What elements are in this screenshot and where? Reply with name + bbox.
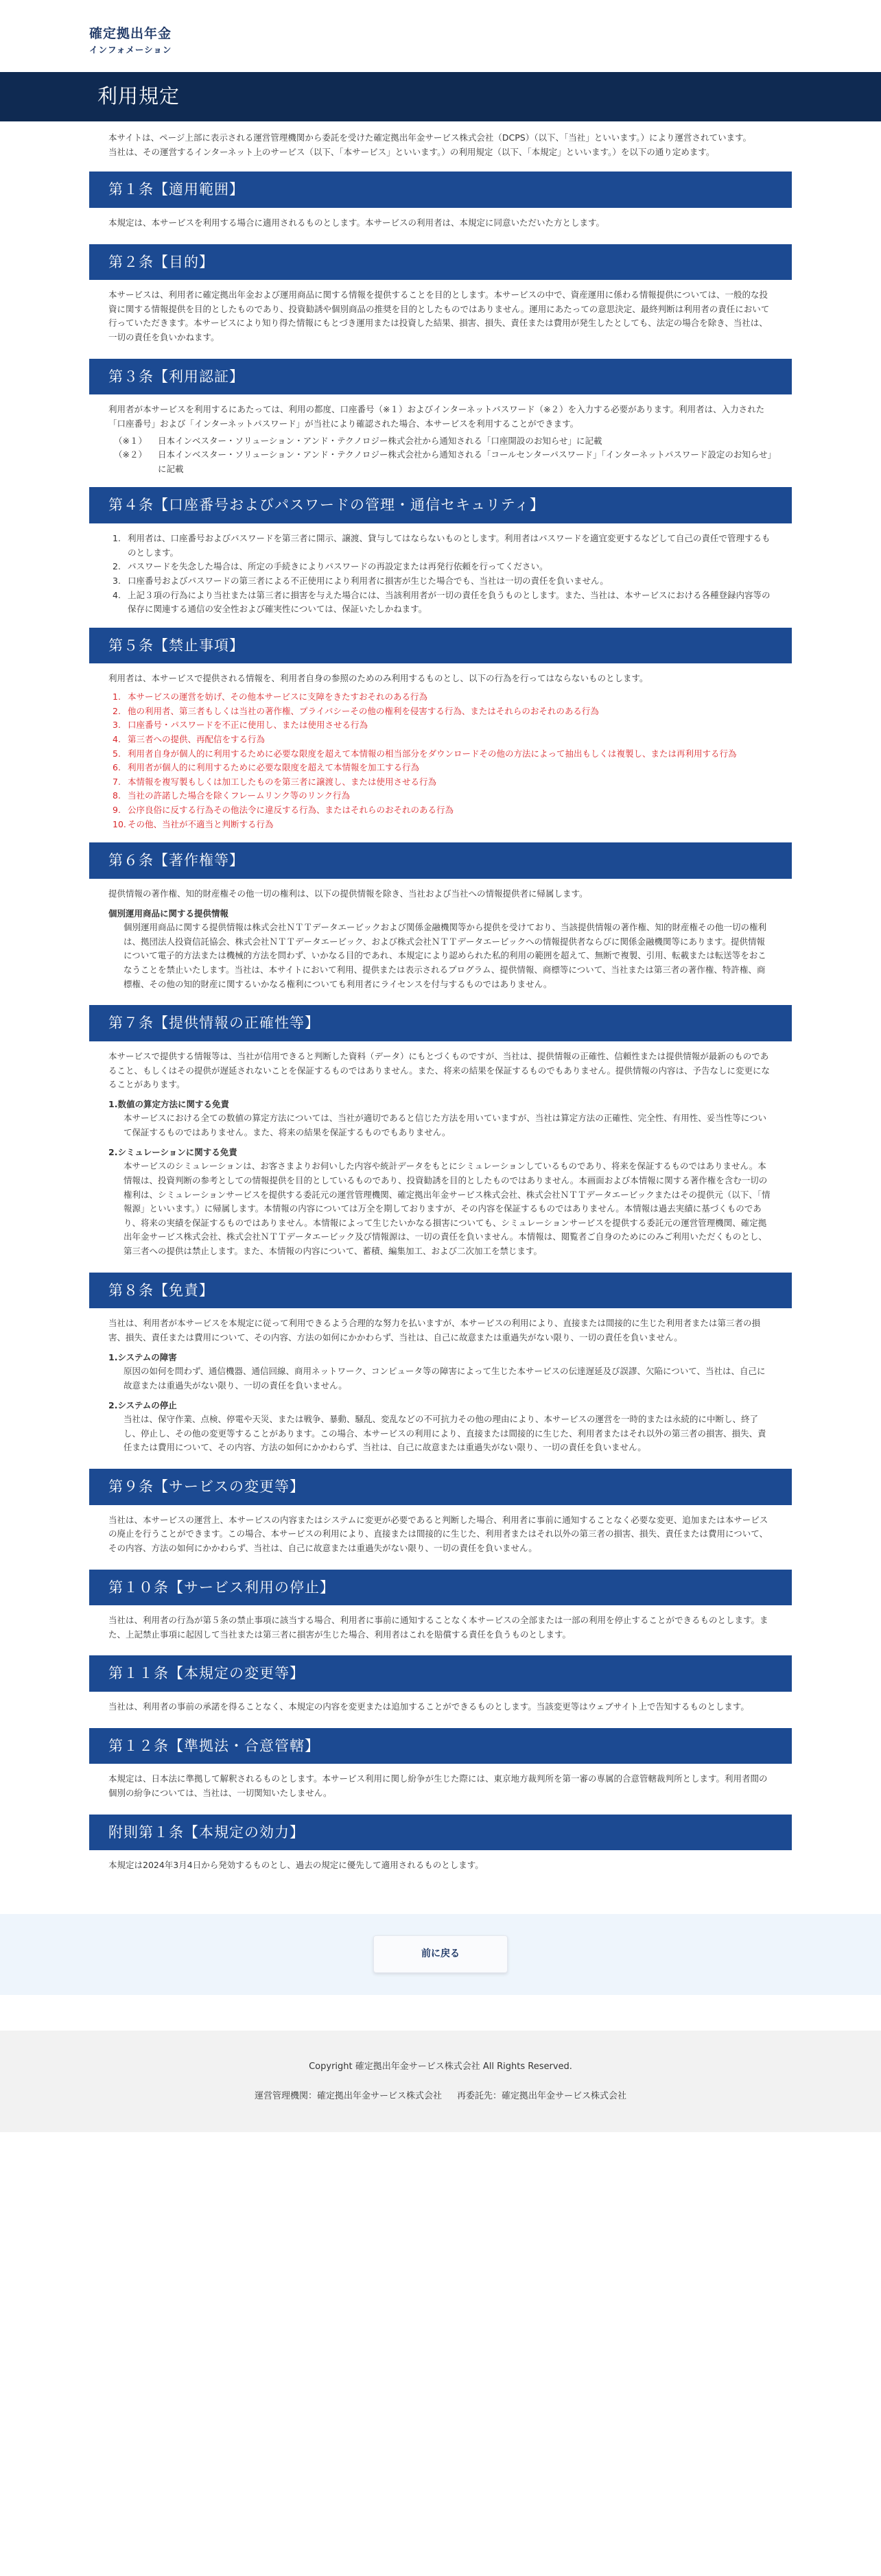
- article-paragraph: 利用者が本サービスを利用するにあたっては、利用の都度、口座番号（※１）およびインターネットパスワード（※２）を入力する必要があります。利用者は、入力された「口座番号」および「インターネットパスワード」が当社により確認された場合、本サービスを利用することができます。: [108, 404, 765, 429]
- article-heading: 第４条【口座番号およびパスワードの管理・通信セキュリティ】: [89, 487, 792, 523]
- article-heading: 第８条【免責】: [89, 1273, 792, 1309]
- footnote-mark: （※２）: [114, 449, 147, 460]
- item-number: 3.: [113, 720, 121, 731]
- footnote-text: 日本インベスター・ソリューション・アンド・テクノロジー株式会社から通知される「口座開設のお知らせ」に記載: [158, 435, 602, 446]
- logo-title[interactable]: 確定拠出年金: [89, 26, 172, 41]
- item-text: 口座番号およびパスワードの第三者による不正使用により利用者に損害が生じた場合でも、当社は一切の責任を負いません。: [128, 575, 609, 586]
- footnote: [114, 434, 773, 449]
- subsection-heading: 1.数値の算定方法に関する免責: [108, 1098, 229, 1109]
- prohibited-list: [108, 690, 773, 831]
- list-item: [108, 560, 773, 574]
- article-heading: 第６条【著作権等】: [89, 842, 792, 879]
- list-item: [108, 532, 773, 560]
- item-number: 1.: [113, 692, 121, 702]
- article-section: [89, 1005, 792, 1272]
- list-item: [108, 718, 773, 733]
- article-heading: 第７条【提供情報の正確性等】: [89, 1005, 792, 1041]
- article-list: [89, 172, 792, 1887]
- item-text: 他の利用者、第三者もしくは当社の著作権、プライバシーその他の権利を侵害する行為、またはそれらのおそれのある行為: [128, 705, 599, 716]
- list-item: [108, 761, 773, 775]
- article-body: [89, 403, 792, 487]
- article-section: [89, 1728, 792, 1815]
- item-number: 2.: [113, 561, 121, 572]
- article-section: [89, 1469, 792, 1570]
- subsection-text: 本サービスにおける全ての数値の算定方法については、当社が適切であると信じた方法を用いていますが、当社は算定方法の正確性、完全性、有用性、妥当性等について保証するものではありません。また、将来の結果を保証するものでもありません。: [124, 1113, 767, 1138]
- operator-text: 運営管理機関：確定拠出年金サービス株式会社: [254, 2091, 442, 2102]
- subsection-heading: 1.システムの障害: [108, 1351, 177, 1362]
- item-number: 8.: [113, 790, 121, 801]
- back-button[interactable]: 前に戻る: [373, 1935, 508, 1973]
- article-section: [89, 1815, 792, 1887]
- subsection-heading: 個別運用商品に関する提供情報: [108, 908, 229, 919]
- article-section: [89, 842, 792, 1005]
- article-heading: 第３条【利用認証】: [89, 359, 792, 395]
- item-text: 公序良俗に反する行為その他法令に違反する行為、またはそれらのおそれのある行為: [128, 805, 454, 816]
- item-number: 1.: [113, 533, 121, 544]
- list-item: [108, 733, 773, 747]
- article-body: [89, 672, 792, 842]
- footnote: [114, 448, 773, 476]
- subsection-text: 当社は、保守作業、点検、停電や天災、または戦争、暴動、騒乱、変乱などの不可抗力その他の理由により、本サービスの運営を一時的または永続的に中断し、終了し、停止し、その他の変更等することがあります。この場合、本サービスの利用により、直接または間接的に生じた、利用者またはそれ以外の第三者の損害、損失、責任または費用について、その内容、方法の如何にかかわらず、当社は、自己に故意または重過失がない限り、一切の責任を負いません。: [124, 1414, 766, 1453]
- footer: [0, 2031, 881, 2132]
- article-body: [89, 1513, 792, 1570]
- article-body: [89, 1772, 792, 1814]
- delegate-text: 再委託先：確定拠出年金サービス株式会社: [457, 2091, 627, 2102]
- item-text: パスワードを失念した場合は、所定の手続きによりパスワードの再設定または再発行依頼を行ってください。: [128, 561, 548, 572]
- article-heading: 第１１条【本規定の変更等】: [89, 1655, 792, 1692]
- article-body: [89, 1050, 792, 1273]
- article-body: [89, 532, 792, 628]
- subsection-heading: 2.システムの停止: [108, 1399, 177, 1410]
- intro-paragraph: 当社は、その運営するインターネット上のサービス（以下、「本サービス」といいます。）の利用規定（以下、「本規定」といいます。）を以下の通り定めます。: [108, 146, 715, 157]
- numbered-list: [108, 532, 773, 617]
- article-paragraph: 本サービスは、利用者に確定拠出年金および運用商品に関する情報を提供することを目的とします。本サービスの中で、資産運用に係わる情報提供については、一般的な投資に関する情報提供を目的としたものであり、投資勧誘や個別商品の推奨を目的としたものではありません。運用にあたっての意思決定、最終判断は利用者の責任において行っていただきます。本サービスにより知り得た情報にもとづき運用または投資した結果、損害、損失、責任または費用が発生したとしても、法定の場合を除き、当社は、一切の責任を負いかねます。: [108, 289, 770, 343]
- footnote-text: 日本インベスター・ソリューション・アンド・テクノロジー株式会社から通知される「コールセンターパスワード」「インターネットパスワード設定のお知らせ」に記載: [158, 449, 772, 474]
- item-number: 7.: [113, 776, 121, 787]
- article-body: [89, 288, 792, 359]
- list-item: [108, 705, 773, 719]
- item-text: 当社の許諾した場合を除くフレームリンク等のリンク行為: [128, 790, 351, 801]
- list-item: [108, 589, 773, 617]
- article-heading: 第２条【目的】: [89, 244, 792, 281]
- item-number: 2.: [113, 705, 121, 716]
- footer-organizations: [0, 2089, 881, 2103]
- article-paragraph: 本規定は2024年3月4日から発効するものとし、過去の規定に優先して適用されるものとします。: [108, 1860, 484, 1871]
- article-section: [89, 487, 792, 627]
- article-section: [89, 1570, 792, 1656]
- article-body: [89, 1316, 792, 1469]
- article-paragraph: 当社は、利用者が本サービスを本規定に従って利用できるよう合理的な努力を払いますが、本サービスの利用により、直接または間接的に生じた利用者または第三者の損害、損失、責任または費用について、その内容、方法の如何にかかわらず、当社は、自己に故意または重過失がない限り、一切の責任を負いません。: [108, 1318, 761, 1343]
- article-heading: 附則第１条【本規定の効力】: [89, 1815, 792, 1851]
- item-text: 口座番号・パスワードを不正に使用し、または使用させる行為: [128, 720, 368, 731]
- article-body: [89, 1858, 792, 1887]
- article-paragraph: 当社は、利用者の行為が第５条の禁止事項に該当する場合、利用者に事前に通知することなく本サービスの全部または一部の利用を停止することができるものとします。また、上記禁止事項に起因して当社または第三者に損害が生じた場合、利用者はこれを賠償する責任を負うものとします。: [108, 1615, 768, 1640]
- item-text: 利用者は、口座番号およびパスワードを第三者に開示、譲渡、貸与してはならないものとします。利用者はパスワードを適宜変更するなどして自己の責任で管理するものとします。: [128, 533, 771, 558]
- item-text: 第三者への提供、再配信をする行為: [128, 733, 266, 744]
- article-section: [89, 244, 792, 359]
- subsection-text: 本サービスのシミュレーションは、お客さまよりお伺いした内容や統計データをもとにシミュレーションしているものであり、将来を保証するものではありません。本情報は、投資判断の参考としての情報提供を目的としているものであり、投資勧誘を目的としたものではありません。本画面および本情報に関する著作権を含む一切の権利は、シミュレーションサービスを提供する委託元の運営管理機関、確定拠出年金サービス株式会社、株式会社ＮＴＴデータエービックまたはその提供元（以下、「情報源」といいます。）に帰属します。本情報の内容については万全を期しておりますが、その内容を保証するものではありません。本情報は過去実績に基づくものであり、将来の実績を保証するものではありません。本情報によって生じたいかなる損害についても、シミュレーションサービスを提供する委託元の運営管理機関、確定拠出年金サービス株式会社、株式会社ＮＴＴデータエービック及び情報源は、一切の責任を負いません。本情報は、閲覧者ご自身のためにのみご利用いただくものとし、第三者への提供は禁止します。また、本情報の内容について、蓄積、編集加工、および二次加工を禁じます。: [124, 1161, 771, 1257]
- article-paragraph: 本サービスで提供する情報等は、当社が信用できると判断した資料（データ）にもとづくものですが、当社は、提供情報の正確性、信頼性または提供情報が最新のものであること、もしくはその提供が遅延されないことを保証するものではありません。また、将来の結果を保証するものでもありません。提供情報の内容は、予告なしに変更になることがあります。: [108, 1050, 771, 1090]
- article-paragraph: 当社は、利用者の事前の承諾を得ることなく、本規定の内容を変更または追加することができるものとします。当該変更等はウェブサイト上で告知するものとします。: [108, 1701, 749, 1712]
- list-item: [108, 789, 773, 803]
- item-number: 6.: [113, 762, 121, 773]
- copyright: Copyright 確定拠出年金サービス株式会社 All Rights Reserved.: [309, 2061, 572, 2072]
- item-number: 3.: [113, 575, 121, 586]
- article-heading: 第１０条【サービス利用の停止】: [89, 1570, 792, 1606]
- item-text: 上記３項の行為により当社または第三者に損害を与えた場合には、当該利用者が一切の責任を負うものとします。また、当社は、本サービスにおける各種登録内容等の保存に関連する通信の安全性および確実性については、保証いたしかねます。: [128, 589, 771, 615]
- item-text: 本情報を複写製もしくは加工したものを第三者に譲渡し、または使用させる行為: [128, 776, 437, 787]
- article-section: [89, 628, 792, 843]
- article-section: [89, 359, 792, 488]
- item-text: その他、当社が不適当と判断する行為: [128, 818, 274, 829]
- list-item: [108, 690, 773, 705]
- footnote-list: [114, 434, 773, 477]
- page-title-bar: [0, 72, 881, 121]
- article-body: [89, 887, 792, 1005]
- item-number: 10.: [113, 818, 126, 829]
- article-heading: 第９条【サービスの変更等】: [89, 1469, 792, 1505]
- footnote-mark: （※１）: [114, 435, 147, 446]
- article-body: [89, 1614, 792, 1655]
- list-item: [108, 775, 773, 790]
- article-heading: 第５条【禁止事項】: [89, 628, 792, 664]
- article-body: [89, 1700, 792, 1728]
- article-paragraph: 利用者は、本サービスで提供される情報を、利用者自身の参照のためのみ利用するものとし、以下の行為を行ってはならないものとします。: [108, 673, 648, 684]
- article-section: [89, 1655, 792, 1727]
- article-paragraph: 本規定は、日本法に準拠して解釈されるものとします。本サービス利用に関し紛争が生じた際には、東京地方裁判所を第一審の専属的合意管轄裁判所とします。利用者間の個別の紛争については、当社は、一切関知いたしません。: [108, 1773, 768, 1798]
- intro: [89, 128, 792, 172]
- article-heading: 第１２条【準拠法・合意管轄】: [89, 1728, 792, 1764]
- article-section: [89, 172, 792, 244]
- terms-content: [89, 121, 792, 1907]
- article-paragraph: 提供情報の著作権、知的財産権その他一切の権利は、以下の提供情報を除き、当社および当社への情報提供者に帰属します。: [108, 888, 588, 899]
- item-number: 9.: [113, 805, 121, 816]
- site-header: [0, 0, 881, 72]
- back-area: [0, 1914, 881, 1995]
- list-item: [108, 574, 773, 589]
- subsection-heading: 2.シミュレーションに関する免責: [108, 1146, 237, 1157]
- item-text: 利用者が個人的に利用するために必要な限度を超えて本情報を加工する行為: [128, 762, 420, 773]
- article-body: [89, 216, 792, 244]
- item-text: 本サービスの運営を妨げ、その他本サービスに支障をきたすおそれのある行為: [128, 692, 428, 702]
- logo-subtitle: インフォメーション: [89, 44, 172, 55]
- item-number: 5.: [113, 748, 121, 759]
- article-paragraph: 本規定は、本サービスを利用する場合に適用されるものとします。本サービスの利用者は、本規定に同意いただいた方とします。: [108, 217, 605, 228]
- subsection-text: 原因の如何を問わず、通信機器、通信回線、商用ネットワーク、コンピュータ等の障害によって生じた本サービスの伝達遅延及び誤謬、欠陥について、当社は、自己に故意または重過失がない限り、一切の責任を負いません。: [124, 1366, 766, 1391]
- intro-paragraph: 本サイトは、ページ上部に表示される運営管理機関から委託を受けた確定拠出年金サービス株式会社（DCPS）（以下、「当社」といいます。）により運営されています。: [108, 132, 751, 143]
- article-heading: 第１条【適用範囲】: [89, 172, 792, 208]
- article-section: [89, 1273, 792, 1469]
- item-text: 利用者自身が個人的に利用するために必要な限度を超えて本情報の相当部分をダウンロードその他の方法によって抽出もしくは複製し、または再利用する行為: [128, 748, 737, 759]
- item-number: 4.: [113, 733, 121, 744]
- page-title: 利用規定: [97, 84, 180, 108]
- article-paragraph: 当社は、本サービスの運営上、本サービスの内容またはシステムに変更が必要であると判断した場合、利用者に事前に通知することなく必要な変更、追加または本サービスの廃止を行うことができます。この場合、本サービスの利用により、直接または間接的に生じた、利用者またはそれ以外の第三者の損害、損失、責任または費用について、その内容、方法の如何にかかわらず、当社は、自己に故意または重過失がない限り、一切の責任を負いません。: [108, 1514, 768, 1553]
- item-number: 4.: [113, 589, 121, 600]
- subsection-text: 個別運用商品に関する提供情報は株式会社ＮＴＴデータエービックおよび関係金融機関等から提供を受けており、当該提供情報の著作権、知的財産権その他一切の権利は、拠団法人投資信託協会、株式会社ＮＴＴデータエービック、および株式会社ＮＴＴデータエービックへの情報提供者ならびに関係金融機関等にあります。提供情報について電子的方法または機械的方法を問わず、いかなる目的であれ、本規定により認められた私的利用の範囲を超えて、無断で複製、引用、転載または転送等をおこなうことを禁止いたします。当社は、本サイトにおいて利用、提供または表示されるプログラム、提供情報、商標等について、当社または第三者の著作権、特許権、商標権、その他の知的財産に関するいかなる権利についても利用者にライセンスを付与するものではありません。: [124, 922, 767, 989]
- list-item: [108, 803, 773, 818]
- list-item: [108, 818, 773, 832]
- list-item: [108, 747, 773, 761]
